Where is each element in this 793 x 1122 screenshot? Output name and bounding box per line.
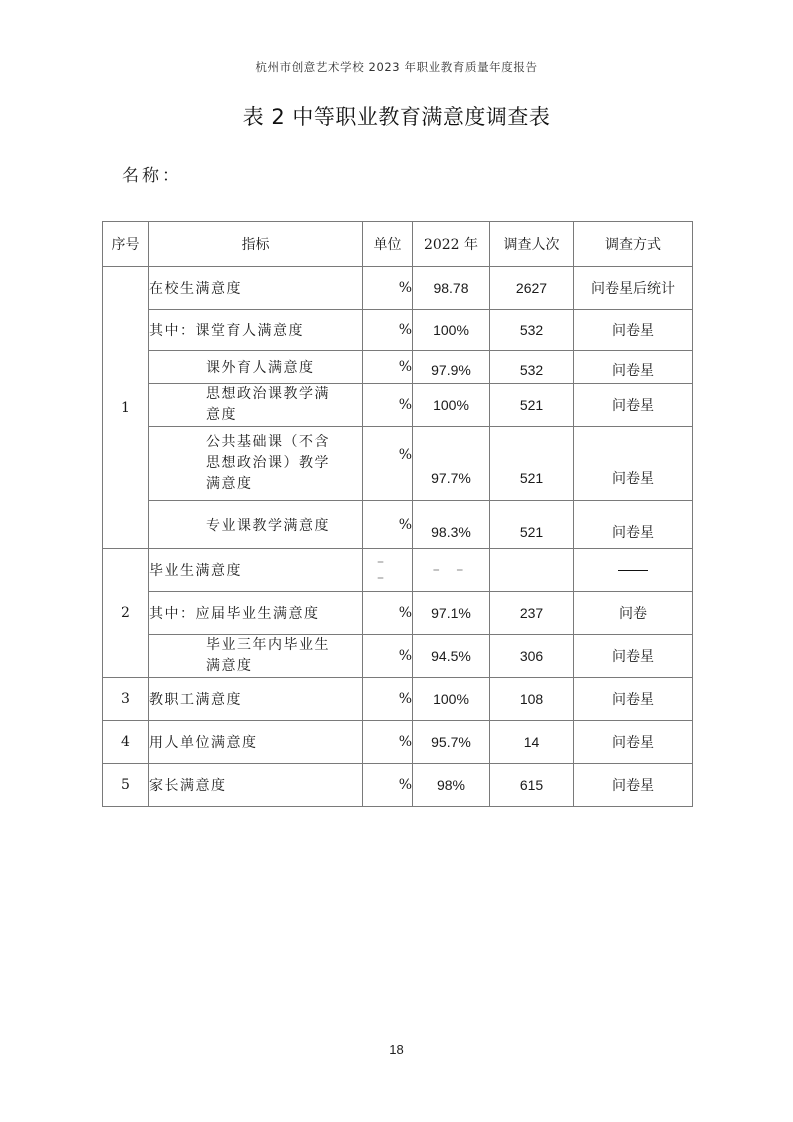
indicator-cell: 毕业三年内毕业生满意度 <box>149 635 363 678</box>
method-dash <box>618 570 648 571</box>
table-row <box>103 678 693 721</box>
unit-cell: % <box>363 310 413 351</box>
count-cell: 521 <box>490 384 574 427</box>
indicator-cell: 思想政治课教学满意度 <box>149 384 363 427</box>
unit-cell: % <box>363 592 413 635</box>
method-cell: 问卷星 <box>574 310 693 351</box>
count-cell: 521 <box>490 427 574 501</box>
table-row <box>103 267 693 310</box>
page-number: 18 <box>389 1042 404 1057</box>
seq-cell: 5 <box>103 764 149 807</box>
unit-cell: % <box>363 351 413 384</box>
method-cell: 问卷星 <box>574 384 693 427</box>
value-cell: 95.7% <box>413 721 490 764</box>
count-cell: 14 <box>490 721 574 764</box>
satisfaction-survey-table <box>102 221 693 807</box>
name-label: 名称： <box>122 166 182 186</box>
col-header-count: 调查人次 <box>490 222 574 267</box>
count-cell: 2627 <box>490 267 574 310</box>
count-cell: 306 <box>490 635 574 678</box>
table-row <box>103 549 693 592</box>
indicator-cell: 在校生满意度 <box>149 267 363 310</box>
indicator-cell: 其中：课堂育人满意度 <box>149 310 363 351</box>
table-row <box>103 721 693 764</box>
count-cell <box>490 549 574 592</box>
table-title: 表 2 中等职业教育满意度调查表 <box>242 105 551 129</box>
table-row <box>103 427 693 501</box>
method-cell: 问卷星 <box>574 721 693 764</box>
col-header-method: 调查方式 <box>574 222 693 267</box>
seq-cell: 1 <box>103 267 149 549</box>
value-cell: 94.5% <box>413 635 490 678</box>
table-header-row <box>103 222 693 267</box>
unit-cell: % <box>363 267 413 310</box>
unit-cell: % <box>363 721 413 764</box>
value-cell: 98.3% <box>413 501 490 549</box>
method-cell: 问卷星后统计 <box>574 267 693 310</box>
running-header: 杭州市创意艺术学校 2023 年职业教育质量年度报告 <box>255 60 538 74</box>
count-cell: 615 <box>490 764 574 807</box>
method-cell: 问卷 <box>574 592 693 635</box>
unit-cell: % <box>363 384 413 427</box>
method-cell: 问卷星 <box>574 427 693 501</box>
indicator-cell: 专业课教学满意度 <box>149 501 363 549</box>
value-cell: 97.9% <box>413 351 490 384</box>
table-row <box>103 501 693 549</box>
count-cell: 108 <box>490 678 574 721</box>
col-header-seq: 序号 <box>103 222 149 267</box>
table-row <box>103 635 693 678</box>
table-row <box>103 384 693 427</box>
value-cell: 97.1% <box>413 592 490 635</box>
indicator-cell: 毕业生满意度 <box>149 549 363 592</box>
count-cell: 521 <box>490 501 574 549</box>
method-cell: 问卷星 <box>574 678 693 721</box>
method-cell: 问卷星 <box>574 764 693 807</box>
value-cell: 98% <box>413 764 490 807</box>
unit-cell: % <box>363 427 413 501</box>
count-cell: 532 <box>490 310 574 351</box>
value-cell: 100% <box>413 384 490 427</box>
method-cell: 问卷星 <box>574 635 693 678</box>
unit-cell: % <box>363 678 413 721</box>
table-row <box>103 592 693 635</box>
indicator-cell: 其中：应届毕业生满意度 <box>149 592 363 635</box>
seq-cell: 2 <box>103 549 149 678</box>
table-row <box>103 764 693 807</box>
table-row <box>103 351 693 384</box>
method-cell <box>574 549 693 592</box>
method-cell: 问卷星 <box>574 501 693 549</box>
col-header-indicator: 指标 <box>149 222 363 267</box>
unit-cell: % <box>363 635 413 678</box>
indicator-cell: 用人单位满意度 <box>149 721 363 764</box>
indicator-cell: 教职工满意度 <box>149 678 363 721</box>
value-cell: – – <box>413 549 490 592</box>
value-cell: 100% <box>413 678 490 721</box>
count-cell: 532 <box>490 351 574 384</box>
value-cell: 100% <box>413 310 490 351</box>
indicator-cell: 公共基础课（不含思想政治课）教学满意度 <box>149 427 363 501</box>
count-cell: 237 <box>490 592 574 635</box>
value-cell: 98.78 <box>413 267 490 310</box>
unit-cell: % <box>363 764 413 807</box>
method-cell: 问卷星 <box>574 351 693 384</box>
col-header-year: 2022 年 <box>413 222 490 267</box>
table-row <box>103 310 693 351</box>
indicator-cell: 课外育人满意度 <box>149 351 363 384</box>
value-cell: 97.7% <box>413 427 490 501</box>
unit-cell: % <box>363 501 413 549</box>
indicator-cell: 家长满意度 <box>149 764 363 807</box>
col-header-unit: 单位 <box>363 222 413 267</box>
seq-cell: 3 <box>103 678 149 721</box>
unit-cell: – – <box>363 549 413 592</box>
seq-cell: 4 <box>103 721 149 764</box>
